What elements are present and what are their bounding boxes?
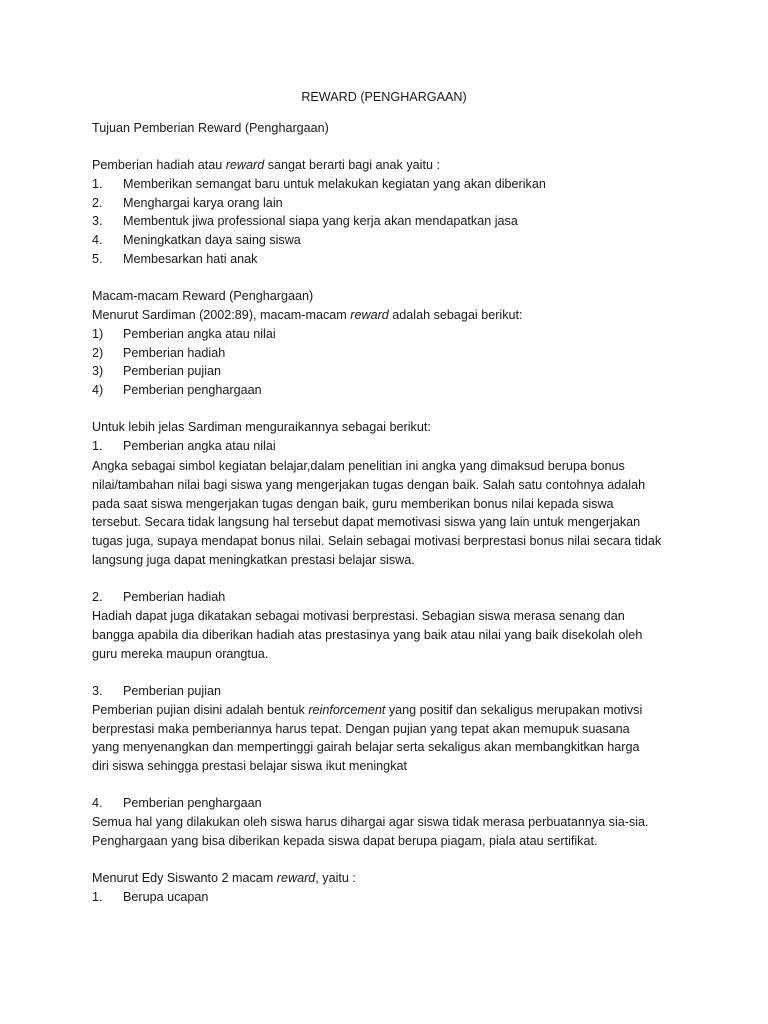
list-item: 1. Berupa ucapan	[92, 890, 209, 904]
paragraph-line: langsung juga dapat meningkatkan prestasi belajar siswa.	[92, 553, 415, 567]
list-item: 2. Menghargai karya orang lain	[92, 196, 283, 210]
paragraph-line: nilai/tambahan nilai bagi siswa yang mengerjakan tugas dengan baik. Salah satu contohnya adalah	[92, 478, 646, 492]
document-title: REWARD (PENGHARGAAN)	[301, 90, 467, 104]
subsection-heading: 3. Pemberian pujian	[92, 684, 222, 698]
paragraph-intro: Pemberian hadiah atau reward sangat berarti bagi anak yaitu :	[92, 158, 440, 172]
list-item: 1. Memberikan semangat baru untuk melakukan kegiatan yang akan diberikan	[92, 177, 546, 191]
paragraph-intro: Menurut Edy Siswanto 2 macam reward, yaitu :	[92, 871, 356, 885]
paragraph-line: pada saat siswa mengerjakan tugas dengan baik, guru memberikan bonus nilai kepada siswa	[92, 497, 614, 511]
subsection-heading: 4. Pemberian penghargaan	[92, 796, 262, 810]
list-item: 1) Pemberian angka atau nilai	[92, 327, 276, 341]
paragraph-line: bangga apabila dia diberikan hadiah atas prestasinya yang baik atau nilai yang baik disekolah oleh	[92, 628, 643, 642]
list-item: 2) Pemberian hadiah	[92, 346, 226, 360]
paragraph-line: berprestasi maka pemberiannya harus tepat. Dengan pujian yang tepat akan memupuk suasana	[92, 722, 630, 736]
paragraph-line: tersebut. Secara tidak langsung hal tersebut dapat memotivasi siswa yang lain untuk mengerjakan	[92, 515, 641, 529]
list-item: 3) Pemberian pujian	[92, 364, 222, 378]
list-item: 5. Membesarkan hati anak	[92, 252, 258, 266]
list-item: 4) Pemberian penghargaan	[92, 383, 262, 397]
paragraph-line: Semua hal yang dilakukan oleh siswa harus dihargai agar siswa tidak merasa perbuatannya sia-sia.	[92, 815, 649, 829]
paragraph-line: Angka sebagai simbol kegiatan belajar,dalam penelitian ini angka yang dimaksud berupa bonus	[92, 459, 625, 473]
list-item: 3. Membentuk jiwa professional siapa yang kerja akan mendapatkan jasa	[92, 214, 518, 228]
paragraph-line: Pemberian pujian disini adalah bentuk reinforcement yang positif dan sekaligus merupakan motivsi	[92, 703, 643, 717]
paragraph-line: Penghargaan yang bisa diberikan kepada siswa dapat berupa piagam, piala atau sertifikat.	[92, 834, 598, 848]
paragraph-line: tugas juga, supaya mendapat bonus nilai. Selain sebagai motivasi berprestasi bonus nilai secara tidak	[92, 534, 662, 548]
paragraph-line: yang menyenangkan dan mempertinggi gairah belajar serta sekaligus akan membangkitkan harga	[92, 740, 640, 754]
section-heading: Tujuan Pemberian Reward (Penghargaan)	[92, 121, 329, 135]
list-item: 4. Meningkatkan daya saing siswa	[92, 233, 301, 247]
section-heading: Macam-macam Reward (Penghargaan)	[92, 289, 314, 303]
paragraph-line: Hadiah dapat juga dikatakan sebagai motivasi berprestasi. Sebagian siswa merasa senang dan	[92, 609, 625, 623]
subsection-heading: 1. Pemberian angka atau nilai	[92, 439, 276, 453]
paragraph-line: guru mereka maupun orangtua.	[92, 647, 269, 661]
paragraph-line: diri siswa sehingga prestasi belajar siswa ikut meningkat	[92, 759, 407, 773]
subsection-heading: 2. Pemberian hadiah	[92, 590, 226, 604]
paragraph-intro: Menurut Sardiman (2002:89), macam-macam reward adalah sebagai berikut:	[92, 308, 523, 322]
paragraph-intro: Untuk lebih jelas Sardiman menguraikannya sebagai berikut:	[92, 420, 431, 434]
